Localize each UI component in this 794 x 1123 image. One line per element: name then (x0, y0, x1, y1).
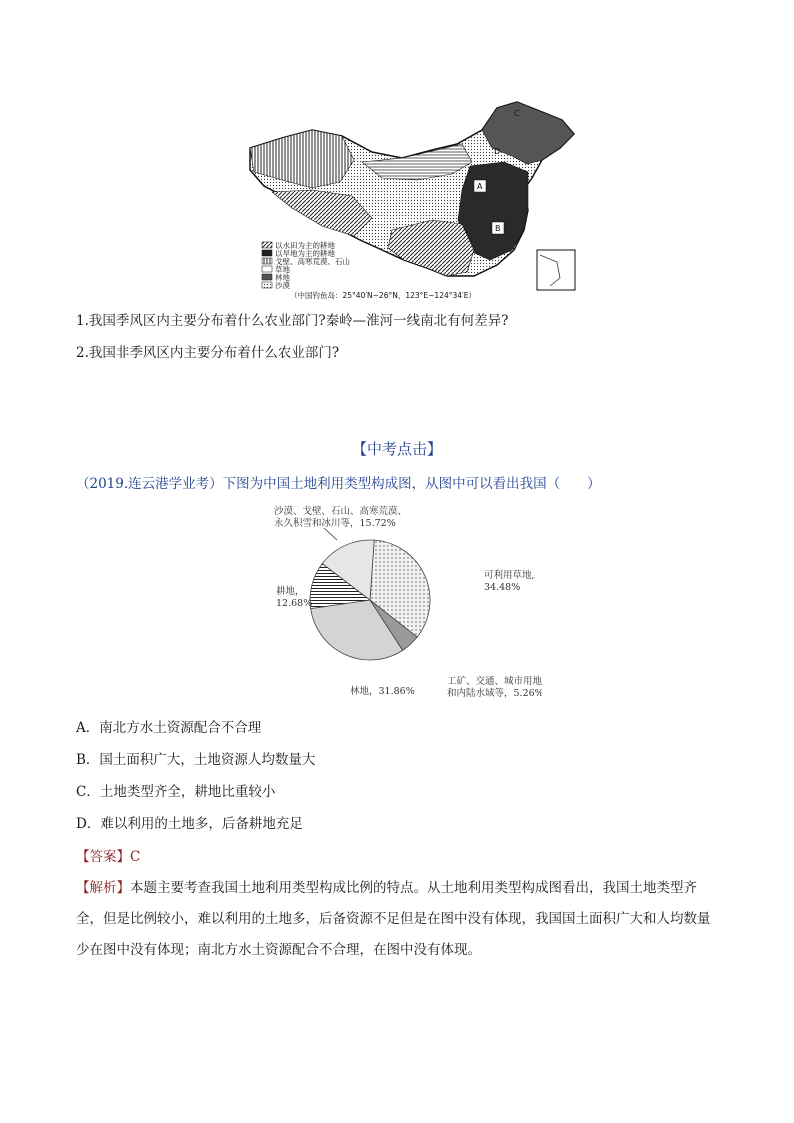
section-title: 【中考点击】 (351, 440, 442, 458)
analysis-text: 本题主要考查我国土地利用类型构成比例的特点。从土地利用类型构成图看出，我国土地类型齐全，但是比例较小，难以利用的土地多，后备资源不足但是在图中没有体现，我国国土面积广大和人均数量少在图中没有体现；南北方水土资源配合不合理，在图中没有体现。 (76, 880, 711, 958)
pie-data-label: 沙漠、戈壁、石山、高寒荒漠、 (274, 506, 408, 517)
question-2: 2.我国非季风区内主要分布着什么农业部门? (76, 345, 340, 361)
map-caption: （中国钓鱼岛：25°40′N~26°N，123°E~124°34′E） (290, 291, 476, 300)
map-legend-item: 草地 (275, 265, 290, 274)
pie-leader-line (324, 528, 337, 540)
china-land-use-map (242, 100, 578, 302)
pie-data-label: 林地，31.86% (350, 686, 415, 697)
option-d[interactable]: D．难以利用的土地多，后备耕地充足 (76, 816, 303, 832)
option-c[interactable]: C．土地类型齐全，耕地比重较小 (76, 784, 276, 800)
map-legend-item: 以水田为主的耕地 (275, 241, 335, 250)
map-legend-item: 戈壁、高寒荒漠、石山 (275, 257, 350, 266)
answer: 【答案】C (76, 849, 141, 865)
pie-svg (242, 500, 542, 712)
map-legend-item: 以旱地为主的耕地 (275, 249, 335, 258)
map-south-region (388, 220, 474, 276)
map-label-d: D (494, 147, 501, 156)
map-legend-item: 林地 (275, 273, 290, 282)
question-1: 1.我国季风区内主要分布着什么农业部门?秦岭—淮河一线南北有何差异? (76, 313, 509, 329)
land-use-pie-chart (242, 500, 542, 712)
analysis-tag: 【解析】 (76, 880, 130, 896)
analysis (76, 873, 716, 966)
map-label-c: C (514, 109, 520, 118)
pie-data-label: 34.48% (484, 582, 521, 593)
pie-data-label: 工矿、交通、城市用地 (447, 676, 542, 687)
pie-data-label: 12.68% (276, 598, 313, 609)
pie-data-label: 和内陆水域等，5.26% (447, 688, 542, 699)
map-label-b: B (495, 224, 501, 233)
option-b[interactable]: B．国土面积广大，土地资源人均数量大 (76, 752, 316, 768)
option-a[interactable]: A．南北方水土资源配合不合理 (76, 720, 262, 736)
map-legend-item: 沙漠 (275, 281, 290, 290)
pie-data-label: 可利用草地, (484, 570, 535, 581)
map-legend (262, 240, 350, 290)
map-label-a: A (477, 182, 483, 191)
map-svg (242, 100, 578, 302)
question-intro: （2019.连云港学业考）下图为中国土地利用类型构成图，从图中可以看出我国（ ） (76, 476, 601, 492)
pie-data-label: 耕地， (276, 586, 305, 597)
pie-data-label: 永久积雪和冰川等，15.72% (274, 518, 396, 529)
